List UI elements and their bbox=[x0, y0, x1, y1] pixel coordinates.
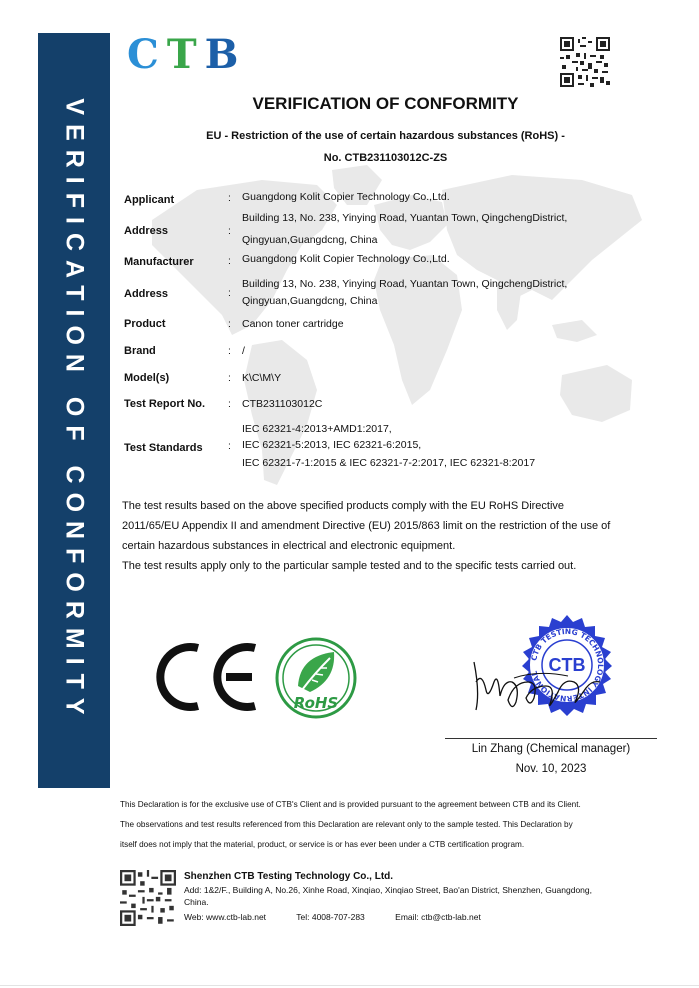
statement-line-1: The test results based on the above specified products comply with the EU RoHS Directive bbox=[122, 500, 565, 512]
statement-line-4: The test results apply only to the particular sample tested and to the specific tests carried out. bbox=[122, 560, 577, 572]
test-report-label: Test Report No. bbox=[124, 398, 206, 410]
company-contact bbox=[184, 912, 509, 922]
company-address-line-1: Add: 1&2/F., Building A, No.26, Xinhe Road, Xinqiao, Xinqiao Street, Bao'an District, Shenzhen, Guangdong, bbox=[184, 885, 592, 895]
logo-letter-t: T bbox=[166, 31, 197, 78]
product-label: Product bbox=[124, 318, 166, 330]
sidebar-band bbox=[38, 33, 110, 788]
colon: : bbox=[228, 398, 231, 410]
statement-line-2: 2011/65/EU Appendix II and amendment Directive (EU) 2015/863 limit on the restriction of the use of bbox=[122, 520, 611, 532]
company-phone: Tel: 4008-707-283 bbox=[296, 912, 365, 922]
manufacturer-address-line-1: Building 13, No. 238, Yinying Road, Yuantan Town, QingchengDistrict, bbox=[242, 278, 568, 290]
statement-line-3: certain hazardous substances in electrical and electronic equipment. bbox=[122, 540, 456, 552]
qr-code-icon bbox=[560, 37, 610, 87]
signature-date: Nov. 10, 2023 bbox=[515, 763, 587, 775]
page-title: VERIFICATION OF CONFORMITY bbox=[252, 94, 519, 113]
logo-letter-b: B bbox=[204, 31, 239, 78]
company-email-link[interactable]: Email: ctb@ctb-lab.net bbox=[395, 912, 481, 922]
logo-letter-c: C bbox=[127, 31, 159, 78]
applicant-value: Guangdong Kolit Copier Technology Co.,Ltd. bbox=[242, 191, 450, 203]
manufacturer-value: Guangdong Kolit Copier Technology Co.,Ltd. bbox=[242, 253, 450, 265]
colon: : bbox=[228, 192, 231, 204]
stamp-center-text: CTB bbox=[548, 655, 586, 675]
subtitle-line-1: EU - Restriction of the use of certain hazardous substances (RoHS) - bbox=[206, 130, 565, 142]
models-value: K\C\M\Y bbox=[242, 372, 282, 384]
manufacturer-address-line-2: Qingyuan,Guangdcng, China bbox=[242, 295, 378, 307]
colon: : bbox=[228, 287, 231, 299]
applicant-address-line-1: Building 13, No. 238, Yinying Road, Yuantan Town, QingchengDistrict, bbox=[242, 212, 568, 224]
company-name: Shenzhen CTB Testing Technology Co., Ltd. bbox=[184, 871, 394, 882]
company-web-link[interactable]: Web: www.ctb-lab.net bbox=[184, 912, 267, 922]
colon: : bbox=[228, 318, 231, 330]
qr-code-icon bbox=[120, 870, 176, 926]
test-report-value: CTB231103012C bbox=[242, 398, 323, 410]
manufacturer-label: Manufacturer bbox=[124, 256, 194, 268]
address-label: Address bbox=[124, 225, 169, 237]
ce-mark-icon bbox=[150, 640, 268, 714]
disclaimer bbox=[120, 795, 660, 855]
brand-label: Brand bbox=[124, 345, 156, 357]
signature-icon bbox=[468, 652, 608, 712]
brand-value: / bbox=[242, 345, 245, 357]
models-label: Model(s) bbox=[124, 372, 170, 384]
ctb-logo bbox=[127, 33, 246, 77]
colon: : bbox=[228, 225, 231, 237]
test-standards-line-1: IEC 62321-4:2013+AMD1:2017, bbox=[242, 423, 392, 435]
certificate-number: No. CTB231103012C-ZS bbox=[323, 152, 448, 164]
company-address bbox=[184, 884, 659, 908]
disclaimer-line-1: This Declaration is for the exclusive use of CTB's Client and is provided pursuant to the agreement between CTB and its Client. bbox=[120, 800, 581, 809]
page-edge bbox=[0, 985, 699, 986]
test-standards-line-3: IEC 62321-7-1:2015 & IEC 62321-7-2:2017, IEC 62321-8:2017 bbox=[242, 457, 536, 469]
signer-name: Lin Zhang (Chemical manager) bbox=[471, 743, 631, 755]
statement-paragraph bbox=[122, 496, 657, 576]
address-label: Address bbox=[124, 288, 169, 300]
sidebar-title: VERIFICATION OF CONFORMITY bbox=[60, 97, 89, 724]
colon: : bbox=[228, 372, 231, 384]
rohs-mark-icon bbox=[274, 636, 358, 720]
test-standards-line-2: IEC 62321-5:2013, IEC 62321-6:2015, bbox=[242, 439, 422, 451]
colon: : bbox=[228, 255, 231, 267]
rohs-label: RoHS bbox=[293, 694, 339, 712]
product-value: Canon toner cartridge bbox=[242, 318, 344, 330]
company-address-line-2: China. bbox=[184, 897, 209, 907]
colon: : bbox=[228, 440, 231, 452]
signature-line bbox=[445, 738, 657, 739]
stamp-ring-text: CTB TESTING TECHNOLOGY INTERNATIONAL bbox=[529, 626, 606, 704]
applicant-label: Applicant bbox=[124, 194, 175, 206]
test-standards-label: Test Standards bbox=[124, 442, 203, 454]
disclaimer-line-2: The observations and test results referenced from this Declaration are relevant only to the sample tested. This Declaration by bbox=[120, 820, 573, 829]
colon: : bbox=[228, 345, 231, 357]
applicant-address-line-2: Qingyuan,Guangdcng, China bbox=[242, 234, 378, 246]
disclaimer-line-3: itself does not imply that the material, product, or service is or has ever been under a CTB certification program. bbox=[120, 840, 525, 849]
